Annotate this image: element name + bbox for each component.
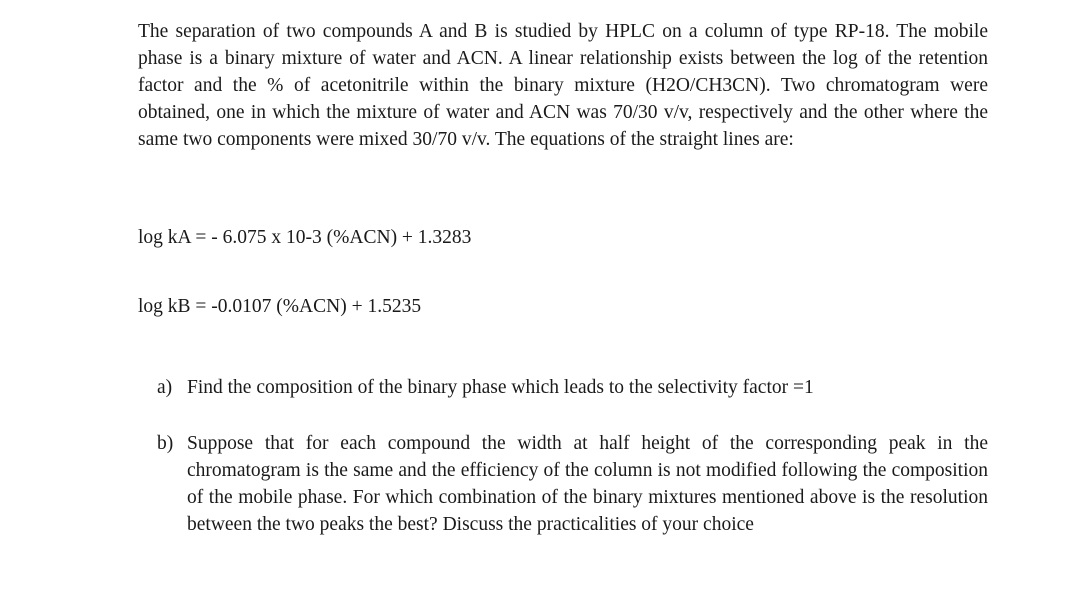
question-b-text: Suppose that for each compound the width at half height of the corresponding peak in the chromatogram is the same and the efficiency of the column is not modified following the composition of the mobile phase. For which combination of the binary mixtures mentioned above is the resolution between the two peaks the best? Discuss the practicalities of your choice: [187, 433, 988, 535]
question-a: [157, 374, 988, 401]
equation-log-ka: log kA = - 6.075 x 10-3 (%ACN) + 1.3283: [138, 227, 472, 248]
equation-log-kb: log kB = -0.0107 (%ACN) + 1.5235: [138, 296, 422, 317]
intro-paragraph: The separation of two compounds A and B is studied by HPLC on a column of type RP-18. The mobile phase is a binary mixture of water and ACN. A linear relationship exists between the log of the retention factor and the % of acetonitrile within the binary mixture (H2O/CH3CN). Two chromatogram were obtained, one in which the mixture of water and ACN was 70/30 v/v, respectively and the other where the same two components were mixed 30/70 v/v. The equations of the straight lines are:: [138, 21, 988, 150]
question-b-marker: b): [157, 433, 174, 454]
question-b: [157, 430, 988, 538]
question-a-text: Find the composition of the binary phase which leads to the selectivity factor =1: [187, 377, 814, 398]
question-a-marker: a): [157, 377, 173, 398]
